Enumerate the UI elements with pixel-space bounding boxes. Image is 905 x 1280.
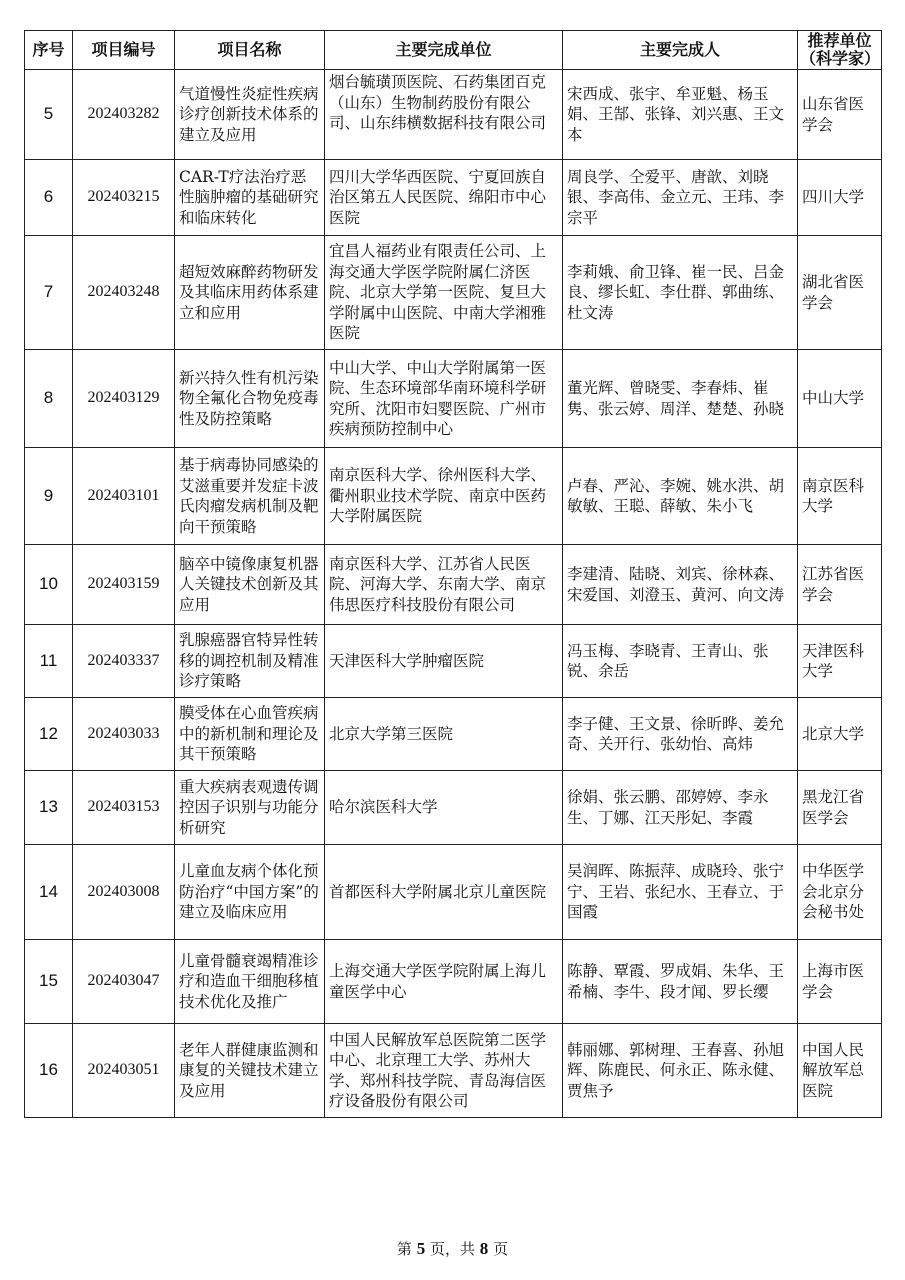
header-units: 主要完成单位 xyxy=(325,31,563,70)
footer-suffix: 页 xyxy=(493,1240,509,1258)
cell-name: 脑卒中镜像康复机器人关键技术创新及其应用 xyxy=(175,545,325,625)
cell-seq: 16 xyxy=(25,1024,73,1118)
cell-recommender: 中山大学 xyxy=(798,350,882,448)
table-row xyxy=(25,70,882,160)
cell-units: 北京大学第三医院 xyxy=(325,698,563,771)
header-code: 项目编号 xyxy=(73,31,175,70)
cell-code: 202403051 xyxy=(73,1024,175,1118)
cell-name: 儿童骨髓衰竭精准诊疗和造血干细胞移植技术优化及推广 xyxy=(175,940,325,1024)
cell-units: 哈尔滨医科大学 xyxy=(325,771,563,845)
cell-seq: 14 xyxy=(25,845,73,940)
cell-recommender: 山东省医学会 xyxy=(798,70,882,160)
cell-code: 202403008 xyxy=(73,845,175,940)
cell-code: 202403153 xyxy=(73,771,175,845)
cell-code: 202403248 xyxy=(73,236,175,350)
cell-units: 烟台毓璜顶医院、石药集团百克（山东）生物制药股份有限公司、山东纬横数据科技有限公司 xyxy=(325,70,563,160)
cell-seq: 15 xyxy=(25,940,73,1024)
cell-code: 202403282 xyxy=(73,70,175,160)
cell-people: 宋西成、张宇、牟亚魁、杨玉娟、王郜、张锋、刘兴惠、王文本 xyxy=(563,70,798,160)
table-row xyxy=(25,698,882,771)
cell-recommender: 南京医科大学 xyxy=(798,448,882,545)
cell-units: 中山大学、中山大学附属第一医院、生态环境部华南环境科学研究所、沈阳市妇婴医院、广州市疾病预防控制中心 xyxy=(325,350,563,448)
cell-code: 202403033 xyxy=(73,698,175,771)
cell-seq: 12 xyxy=(25,698,73,771)
cell-units: 首都医科大学附属北京儿童医院 xyxy=(325,845,563,940)
cell-seq: 5 xyxy=(25,70,73,160)
cell-people: 卢春、严沁、李婉、姚水洪、胡敏敏、王聪、薛敏、朱小飞 xyxy=(563,448,798,545)
cell-units: 四川大学华西医院、宁夏回族自治区第五人民医院、绵阳市中心医院 xyxy=(325,160,563,236)
cell-recommender: 上海市医学会 xyxy=(798,940,882,1024)
footer-mid: 页，共 xyxy=(429,1240,475,1258)
cell-recommender: 四川大学 xyxy=(798,160,882,236)
cell-seq: 8 xyxy=(25,350,73,448)
table-row xyxy=(25,771,882,845)
cell-name: 老年人群健康监测和康复的关键技术建立及应用 xyxy=(175,1024,325,1118)
cell-seq: 11 xyxy=(25,625,73,698)
table-row xyxy=(25,350,882,448)
cell-units: 南京医科大学、徐州医科大学、衢州职业技术学院、南京中医药大学附属医院 xyxy=(325,448,563,545)
header-name: 项目名称 xyxy=(175,31,325,70)
cell-code: 202403337 xyxy=(73,625,175,698)
header-seq: 序号 xyxy=(25,31,73,70)
cell-name: 乳腺癌器官特异性转移的调控机制及精准诊疗策略 xyxy=(175,625,325,698)
cell-code: 202403129 xyxy=(73,350,175,448)
footer-page-total: 8 xyxy=(479,1239,489,1258)
cell-units: 中国人民解放军总医院第二医学中心、北京理工大学、苏州大学、郑州科技学院、青岛海信医疗设备股份有限公司 xyxy=(325,1024,563,1118)
cell-code: 202403047 xyxy=(73,940,175,1024)
cell-name: CAR-T疗法治疗恶性脑肿瘤的基础研究和临床转化 xyxy=(175,160,325,236)
cell-code: 202403159 xyxy=(73,545,175,625)
cell-recommender: 天津医科大学 xyxy=(798,625,882,698)
cell-people: 冯玉梅、李晓青、王青山、张锐、余岳 xyxy=(563,625,798,698)
cell-recommender: 黑龙江省医学会 xyxy=(798,771,882,845)
cell-units: 南京医科大学、江苏省人民医院、河海大学、东南大学、南京伟思医疗科技股份有限公司 xyxy=(325,545,563,625)
table-header-row xyxy=(25,31,882,70)
table-row xyxy=(25,1024,882,1118)
cell-people: 李莉娥、俞卫锋、崔一民、吕金良、缪长虹、李仕群、郭曲练、杜文涛 xyxy=(563,236,798,350)
table-row xyxy=(25,160,882,236)
cell-name: 新兴持久性有机污染物全氟化合物免疫毒性及防控策略 xyxy=(175,350,325,448)
cell-units: 上海交通大学医学院附属上海儿童医学中心 xyxy=(325,940,563,1024)
cell-people: 陈静、覃霞、罗成娟、朱华、王希楠、李牛、段才闻、罗长缨 xyxy=(563,940,798,1024)
table-row xyxy=(25,545,882,625)
header-people: 主要完成人 xyxy=(563,31,798,70)
cell-recommender: 湖北省医学会 xyxy=(798,236,882,350)
cell-units: 天津医科大学肿瘤医院 xyxy=(325,625,563,698)
cell-seq: 13 xyxy=(25,771,73,845)
cell-recommender: 中国人民解放军总医院 xyxy=(798,1024,882,1118)
cell-seq: 6 xyxy=(25,160,73,236)
cell-seq: 10 xyxy=(25,545,73,625)
cell-seq: 9 xyxy=(25,448,73,545)
footer-prefix: 第 xyxy=(396,1240,412,1258)
cell-code: 202403215 xyxy=(73,160,175,236)
table-row xyxy=(25,236,882,350)
projects-table xyxy=(24,30,882,1118)
cell-seq: 7 xyxy=(25,236,73,350)
cell-name: 气道慢性炎症性疾病诊疗创新技术体系的建立及应用 xyxy=(175,70,325,160)
header-recommender: 推荐单位（科学家） xyxy=(798,31,882,70)
footer-page-number: 5 xyxy=(416,1239,426,1258)
cell-recommender: 北京大学 xyxy=(798,698,882,771)
cell-code: 202403101 xyxy=(73,448,175,545)
cell-people: 徐娟、张云鹏、邵婷婷、李永生、丁娜、江天彤妃、李霞 xyxy=(563,771,798,845)
cell-name: 基于病毒协同感染的艾滋重要并发症卡波氏肉瘤发病机制及靶向干预策略 xyxy=(175,448,325,545)
cell-people: 周良学、仝爱平、唐歆、刘晓银、李高伟、金立元、王玮、李宗平 xyxy=(563,160,798,236)
table-row xyxy=(25,448,882,545)
cell-people: 吴润晖、陈振萍、成晓玲、张宁宁、王岩、张纪水、王春立、于国霞 xyxy=(563,845,798,940)
table-row xyxy=(25,625,882,698)
cell-people: 李子健、王文景、徐昕晔、姜允奇、关开行、张幼怡、高炜 xyxy=(563,698,798,771)
page-footer xyxy=(0,1238,905,1259)
cell-name: 膜受体在心血管疾病中的新机制和理论及其干预策略 xyxy=(175,698,325,771)
cell-people: 韩丽娜、郭树理、王春喜、孙旭辉、陈鹿民、何永正、陈永健、贾焦予 xyxy=(563,1024,798,1118)
cell-recommender: 中华医学会北京分会秘书处 xyxy=(798,845,882,940)
cell-name: 重大疾病表观遗传调控因子识别与功能分析研究 xyxy=(175,771,325,845)
cell-name: 儿童血友病个体化预防治疗“中国方案”的建立及临床应用 xyxy=(175,845,325,940)
cell-people: 董光辉、曾晓雯、李春炜、崔隽、张云婷、周洋、楚楚、孙晓 xyxy=(563,350,798,448)
table-row xyxy=(25,845,882,940)
cell-recommender: 江苏省医学会 xyxy=(798,545,882,625)
cell-people: 李建清、陆晓、刘宾、徐林森、宋爱国、刘澄玉、黄河、向文涛 xyxy=(563,545,798,625)
cell-units: 宜昌人福药业有限责任公司、上海交通大学医学院附属仁济医院、北京大学第一医院、复旦大学附属中山医院、中南大学湘雅医院 xyxy=(325,236,563,350)
table-row xyxy=(25,940,882,1024)
cell-name: 超短效麻醉药物研发及其临床用药体系建立和应用 xyxy=(175,236,325,350)
